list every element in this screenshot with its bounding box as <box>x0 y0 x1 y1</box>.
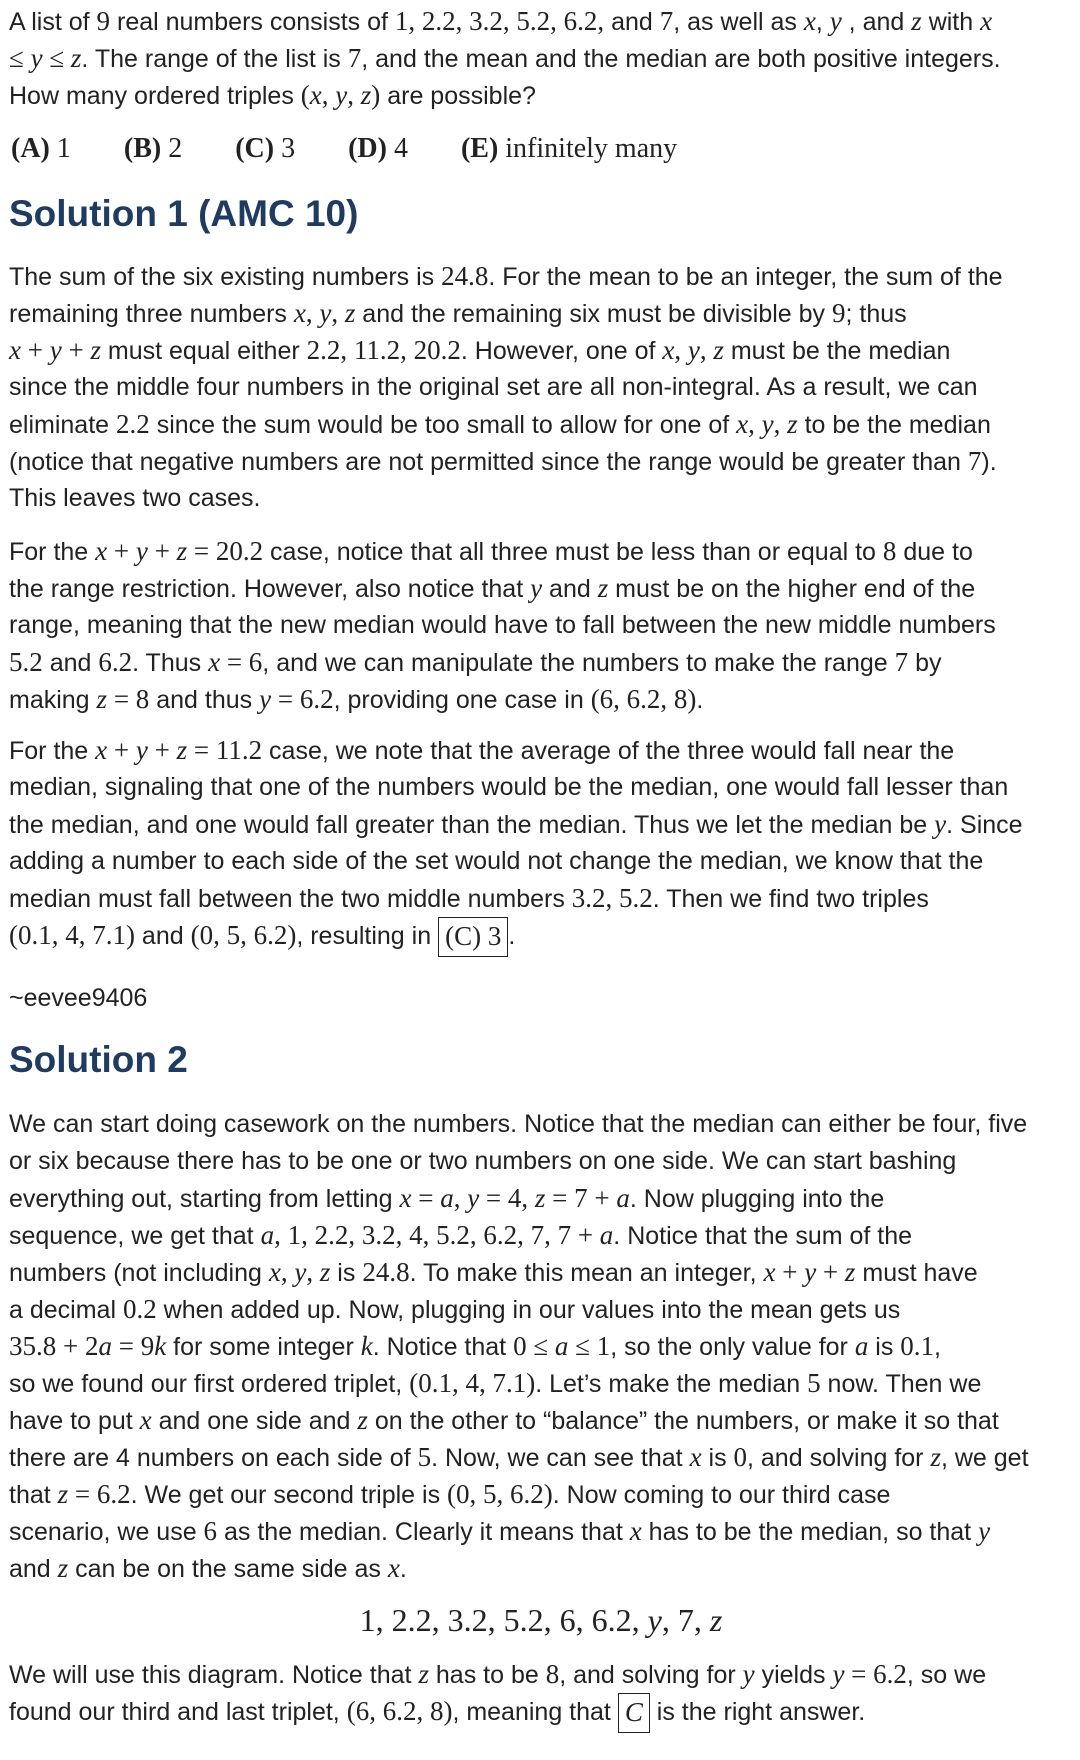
solution-2-paragraph-1-line <box>9 1180 1073 1217</box>
math-variable: k <box>360 1331 373 1361</box>
math-run: 7 <box>894 647 909 677</box>
text-run: and <box>604 8 660 36</box>
problem-statement-line <box>9 3 1073 40</box>
math-run: 3.2, 5.2 <box>571 883 653 913</box>
solution-1-paragraph-1-line <box>9 258 1073 295</box>
text-run: This leaves two cases. <box>9 484 261 512</box>
math-run: ) <box>371 80 381 110</box>
math-run: , 7, <box>661 1602 710 1638</box>
text-run: , and solving for <box>559 1661 743 1689</box>
math-run: = 20.2 <box>187 536 264 566</box>
problem-statement-line <box>9 40 1073 77</box>
problem-statement-line <box>9 77 1073 114</box>
text-run: eliminate <box>9 411 116 439</box>
math-run: 7 <box>347 43 362 73</box>
solution-2-paragraph-1-line <box>9 1217 1073 1254</box>
math-run: ( <box>300 80 310 110</box>
math-run: + <box>20 335 50 365</box>
text-run: For the <box>9 538 96 566</box>
solution-2-paragraph-2-line <box>9 1656 1073 1693</box>
text-run: yields <box>754 1661 833 1689</box>
text-run: sequence, we get that <box>9 1222 261 1250</box>
text-run: . Notice that the sum of the <box>613 1222 913 1250</box>
math-run: + <box>147 735 177 765</box>
math-run: , <box>280 1257 295 1287</box>
math-variable: a <box>854 1331 869 1361</box>
math-variable: x <box>9 335 21 365</box>
math-variable: y <box>467 1183 480 1213</box>
math-run: 0 ≤ <box>513 1331 555 1361</box>
text-run: , and the mean and the median are both positive integers. <box>361 45 1001 73</box>
math-run: = 9 <box>111 1331 155 1361</box>
text-run: For the <box>9 737 96 765</box>
math-run: 2.2, 11.2, 20.2 <box>306 335 461 365</box>
math-variable: y <box>832 1659 845 1689</box>
math-run: ≤ 1 <box>568 1331 611 1361</box>
diagram-sequence-line <box>9 1598 1073 1642</box>
math-run: (0.1, 4, 7.1) <box>409 1368 536 1398</box>
math-variable: z <box>176 735 188 765</box>
math-run: , <box>453 1183 468 1213</box>
solution-1-paragraph-3-line <box>9 917 1073 954</box>
text-run: real numbers consists of <box>110 8 395 36</box>
text-run: and <box>9 1555 58 1583</box>
solution-2-paragraph-1-line <box>9 1143 1073 1180</box>
math-run: , <box>699 335 714 365</box>
math-variable: z <box>418 1659 429 1689</box>
math-run: 0.2 <box>122 1294 157 1324</box>
math-run: 35.8 + 2 <box>9 1331 99 1361</box>
solution-1-paragraph-2 <box>9 533 1073 718</box>
text-run: . Now coming to our third case <box>552 1481 891 1509</box>
math-variable: y <box>135 735 148 765</box>
solution-1-paragraph-3-line <box>9 769 1073 806</box>
text-run: . Now, we can see that <box>431 1444 690 1472</box>
math-run: + <box>107 536 136 566</box>
math-variable: z <box>176 536 188 566</box>
solution-1-paragraph-2-line <box>9 570 1073 607</box>
text-run: . Let’s make the median <box>535 1370 808 1398</box>
solution-1-paragraph-1-line <box>9 295 1073 332</box>
text-run: everything out, starting from letting <box>9 1185 400 1213</box>
answer-choices <box>11 127 723 171</box>
math-run: 1, 2.2, 3.2, 5.2, 6.2, <box>394 6 605 36</box>
text-run: The sum of the six existing numbers is <box>9 263 442 291</box>
math-run: + <box>816 1257 845 1287</box>
text-run: and <box>134 922 191 950</box>
text-run: and one side and <box>151 1407 358 1435</box>
text-run: with <box>921 8 981 36</box>
solution-1-paragraph-3 <box>9 732 1073 954</box>
text-run: is the right answer. <box>649 1698 866 1726</box>
math-run: = 6.2 <box>844 1659 907 1689</box>
text-run: a decimal <box>9 1296 123 1324</box>
math-run: ≤ <box>42 43 71 73</box>
solution-2-paragraph-1-line <box>9 1254 1073 1291</box>
text-run: ; thus <box>845 300 907 328</box>
math-run: = 11.2 <box>187 735 263 765</box>
text-run: has to be <box>428 1661 546 1689</box>
math-variable: z <box>90 335 101 365</box>
text-run: , so the only value for <box>610 1333 855 1361</box>
solution-1-paragraph-1 <box>9 258 1073 517</box>
text-run: can be on the same side as <box>68 1555 388 1583</box>
text-run: , <box>815 8 830 36</box>
math-run: , <box>331 298 345 328</box>
math-variable: x <box>309 80 322 110</box>
math-run: 24.8 <box>362 1257 410 1287</box>
text-run: . Since <box>946 811 1023 839</box>
solution-1-paragraph-1-line <box>9 406 1073 443</box>
text-run: . For the mean to be an integer, the sum of the <box>488 263 1003 291</box>
solution-1-paragraph-3-line <box>9 843 1073 880</box>
text-run: must be the median <box>723 337 951 365</box>
math-run: 9 <box>831 298 846 328</box>
math-run: 9 <box>96 6 111 36</box>
solution-2-paragraph-2 <box>9 1656 1073 1730</box>
solution-1-paragraph-2-line <box>9 681 1073 718</box>
text-run: , and solving for <box>747 1444 931 1472</box>
text-run: A list of <box>9 8 97 36</box>
text-run: range, meaning that the new median would have to fall between the new middle numbers <box>9 611 996 639</box>
text-run: has to be the median, so that <box>641 1518 979 1546</box>
text-run: median must fall between the two middle numbers <box>9 885 572 913</box>
math-variable: y <box>829 6 842 36</box>
solution-2-paragraph-1-line <box>9 1513 1073 1550</box>
math-variable: y <box>49 335 62 365</box>
math-variable: k <box>154 1331 167 1361</box>
solution-2-paragraph-1 <box>9 1106 1073 1587</box>
text-run: is <box>330 1259 363 1287</box>
text-run: , meaning that <box>452 1698 618 1726</box>
text-run: remaining three numbers <box>9 300 294 328</box>
text-run: We will use this diagram. Notice that <box>9 1661 419 1689</box>
solution-2-paragraph-1-line <box>9 1365 1073 1402</box>
text-run: have to put <box>9 1407 140 1435</box>
math-variable: z <box>534 1183 546 1213</box>
text-run: ). <box>981 448 997 476</box>
solution-1-paragraph-2-line <box>9 644 1073 681</box>
math-run: , <box>306 1257 320 1287</box>
math-run: 5 <box>417 1442 432 1472</box>
solution-1-paragraph-1-line <box>9 332 1073 369</box>
solution-2-paragraph-1-line <box>9 1328 1073 1365</box>
math-run: , <box>773 409 788 439</box>
math-run: (6, 6.2, 8) <box>346 1696 453 1726</box>
math-variable: z <box>709 1602 723 1638</box>
text-run: , and <box>841 8 912 36</box>
text-run: (notice that negative numbers are not permitted since the range would be greater than <box>9 448 968 476</box>
text-run: on the other to “balance” the numbers, or make it so that <box>367 1407 999 1435</box>
math-run: (6, 6.2, 8) <box>590 684 697 714</box>
text-run: , resulting in <box>296 922 439 950</box>
text-run: . <box>508 922 516 950</box>
math-run: 8 <box>882 536 897 566</box>
math-run: 7 <box>659 6 674 36</box>
solution-1-paragraph-2-line <box>9 533 1073 570</box>
text-run: , <box>934 1333 941 1361</box>
solution-2-paragraph-1-line <box>9 1476 1073 1513</box>
math-run: 24.8 <box>441 261 489 291</box>
text-run: median, signaling that one of the numbers would be the median, one would fall lesser than <box>9 773 1009 801</box>
math-run: , <box>305 298 320 328</box>
solution-2-paragraph-1-line <box>9 1106 1073 1143</box>
text-run: , providing one case in <box>333 686 591 714</box>
math-run: 5.2 <box>9 647 43 677</box>
text-run: case, notice that all three must be less than or equal to <box>263 538 883 566</box>
text-run: due to <box>896 538 973 566</box>
text-run: for some integer <box>166 1333 361 1361</box>
math-run: = 6.2 <box>271 684 334 714</box>
choice-c: (C) 3 <box>235 133 296 164</box>
solution-1-paragraph-1-line <box>9 480 1073 517</box>
math-variable: z <box>319 1257 331 1287</box>
text-run: the range restriction. However, also notice that <box>9 575 531 603</box>
text-run: , and we can manipulate the numbers to make the range <box>262 649 895 677</box>
math-variable: x <box>268 1257 281 1287</box>
math-variable: y <box>687 335 700 365</box>
math-run: = 6 <box>220 647 263 677</box>
solution-1-paragraph-1-line <box>9 369 1073 406</box>
math-variable: y <box>804 1257 817 1287</box>
math-variable: z <box>911 6 922 36</box>
math-run: + <box>147 536 177 566</box>
math-variable: z <box>360 80 372 110</box>
text-run: now. Then we <box>820 1370 982 1398</box>
math-run: = 4, <box>479 1183 535 1213</box>
math-run: , <box>748 409 762 439</box>
math-variable: y <box>30 43 43 73</box>
math-variable: y <box>742 1659 755 1689</box>
math-variable: x <box>387 1553 400 1583</box>
text-run: or six because there has to be one or two numbers on one side. We can start bashing <box>9 1147 957 1175</box>
math-variable: y <box>978 1516 991 1546</box>
math-variable: x <box>208 647 221 677</box>
math-run: = <box>411 1183 441 1213</box>
math-variable: z <box>357 1405 368 1435</box>
math-variable: y <box>934 809 947 839</box>
math-run: , <box>674 335 688 365</box>
math-variable: x <box>399 1183 412 1213</box>
text-run: scenario, we use <box>9 1518 204 1546</box>
text-run: adding a number to each side of the set would not change the median, we know that the <box>9 847 984 875</box>
solution-1-paragraph-1-line <box>9 443 1073 480</box>
text-run: numbers (not including <box>9 1259 269 1287</box>
choice-a: (A) 1 <box>11 133 71 164</box>
text-run: there are 4 numbers on each side of <box>9 1444 418 1472</box>
text-run: . The range of the list is <box>81 45 348 73</box>
math-variable: x <box>662 335 675 365</box>
text-run: that <box>9 1481 58 1509</box>
author-signature: ~eevee9406 <box>9 984 148 1012</box>
text-run: found our third and last triplet, <box>9 1698 347 1726</box>
math-run: ≤ <box>9 43 31 73</box>
math-variable: x <box>980 6 993 36</box>
choice-b: (B) 2 <box>123 133 183 164</box>
math-variable: z <box>57 1479 69 1509</box>
text-run: as the median. Clearly it means that <box>217 1518 630 1546</box>
math-variable: y <box>319 298 332 328</box>
math-run: 1, 2.2, 3.2, 5.2, 6, 6.2, <box>359 1602 648 1638</box>
text-run: We can start doing casework on the numbers. Notice that the median can either be four, five <box>9 1110 1028 1138</box>
math-variable: x <box>95 735 108 765</box>
math-run: + <box>61 335 91 365</box>
math-run: (0, 5, 6.2) <box>190 920 297 950</box>
math-variable: x <box>629 1516 642 1546</box>
math-variable: a <box>98 1331 112 1361</box>
math-variable: x <box>803 6 816 36</box>
solution-1-heading: Solution 1 (AMC 10) <box>9 193 359 234</box>
math-variable: x <box>139 1405 152 1435</box>
math-variable: y <box>761 409 774 439</box>
problem-statement <box>9 3 1073 114</box>
math-run: + <box>775 1257 805 1287</box>
text-run: is <box>868 1333 901 1361</box>
text-run: . <box>399 1555 407 1583</box>
math-variable: z <box>597 573 609 603</box>
math-run: (0.1, 4, 7.1) <box>9 920 135 950</box>
math-run: 2.2 <box>116 409 150 439</box>
math-variable: z <box>57 1553 69 1583</box>
math-variable: x <box>293 298 306 328</box>
math-variable: z <box>787 409 798 439</box>
math-run: , 1, 2.2, 3.2, 4, 5.2, 6.2, 7, 7 + <box>274 1220 600 1250</box>
text-run: since the sum would be too small to allow for one of <box>149 411 737 439</box>
math-variable: y <box>259 684 272 714</box>
math-variable: y <box>294 1257 307 1287</box>
math-variable: x <box>763 1257 776 1287</box>
math-run: 6 <box>203 1516 218 1546</box>
text-run: and <box>542 575 598 603</box>
solution-2-paragraph-1-line <box>9 1402 1073 1439</box>
solution-2-paragraph-1-line <box>9 1439 1073 1476</box>
solution-1-paragraph-3-line <box>9 732 1073 769</box>
math-run: , <box>347 80 361 110</box>
math-run: 5 <box>807 1368 821 1398</box>
text-run: . Now plugging into the <box>629 1185 885 1213</box>
math-variable: a <box>440 1183 454 1213</box>
math-run: = 7 + <box>545 1183 617 1213</box>
solution-2-paragraph-1-line <box>9 1291 1073 1328</box>
text-run: , so we <box>906 1661 987 1689</box>
math-variable: z <box>713 335 724 365</box>
math-run: = 6.2 <box>68 1479 131 1509</box>
math-variable: a <box>599 1220 614 1250</box>
math-variable: x <box>689 1442 702 1472</box>
text-run: . <box>696 686 704 714</box>
math-variable: x <box>736 409 749 439</box>
math-variable: a <box>616 1183 630 1213</box>
math-run: , <box>321 80 336 110</box>
choice-d: (D) 4 <box>348 133 408 164</box>
math-variable: z <box>844 1257 856 1287</box>
math-run: 8 <box>545 1659 560 1689</box>
math-run: + <box>107 735 136 765</box>
solution-2-heading: Solution 2 <box>9 1039 188 1080</box>
text-run: to be the median <box>797 411 991 439</box>
math-run: 6.2 <box>98 647 133 677</box>
solution-1-paragraph-3-line <box>9 880 1073 917</box>
text-run: the median, and one would fall greater than the median. Thus we let the median be <box>9 811 935 839</box>
math-run: 7 <box>967 446 982 476</box>
boxed-answer: (C) 3 <box>438 917 508 957</box>
text-run: . Notice that <box>372 1333 514 1361</box>
text-run: so we found our first ordered triplet, <box>9 1370 410 1398</box>
text-run: must be on the higher end of the <box>608 575 976 603</box>
math-variable: y <box>335 80 348 110</box>
math-variable: y <box>647 1602 662 1638</box>
math-variable: a <box>554 1331 569 1361</box>
math-variable: a <box>260 1220 275 1250</box>
math-variable: y <box>135 536 148 566</box>
math-variable: z <box>344 298 356 328</box>
math-run: 0 <box>733 1442 748 1472</box>
text-run: since the middle four numbers in the original set are all non-integral. As a result, we can <box>9 373 978 401</box>
choice-e: (E) infinitely many <box>460 133 678 164</box>
solution-2-paragraph-1-line <box>9 1550 1073 1587</box>
math-run: = 8 <box>107 684 150 714</box>
math-run: 0.1 <box>900 1331 935 1361</box>
solution-1-paragraph-3-line <box>9 806 1073 843</box>
math-variable: y <box>530 573 543 603</box>
text-run: must have <box>855 1259 978 1287</box>
text-run: . Thus <box>132 649 209 677</box>
solution-1-paragraph-2-line <box>9 607 1073 644</box>
text-run: and thus <box>149 686 260 714</box>
text-run: . Then we find two triples <box>652 885 929 913</box>
math-variable: z <box>930 1442 941 1472</box>
diagram-sequence <box>9 1598 1073 1642</box>
text-run: , as well as <box>673 8 804 36</box>
text-run: , we get <box>940 1444 1029 1472</box>
text-run: case, we note that the average of the three would fall near the <box>262 737 955 765</box>
text-run: How many ordered triples <box>9 82 301 110</box>
text-run: . However, one of <box>460 337 663 365</box>
text-run: and the remaining six must be divisible by <box>355 300 832 328</box>
text-run: and <box>42 649 99 677</box>
text-run: by <box>908 649 942 677</box>
text-run: . We get our second triple is <box>130 1481 448 1509</box>
solution-2-paragraph-2-line <box>9 1693 1073 1730</box>
math-variable: x <box>95 536 108 566</box>
math-variable: z <box>96 684 108 714</box>
text-run: making <box>9 686 97 714</box>
text-run: . To make this mean an integer, <box>409 1259 764 1287</box>
text-run: when added up. Now, plugging in our values into the mean gets us <box>156 1296 901 1324</box>
math-run: (0, 5, 6.2) <box>447 1479 553 1509</box>
boxed-answer: C <box>618 1693 650 1733</box>
text-run: is <box>701 1444 734 1472</box>
math-variable: z <box>70 43 82 73</box>
text-run: must equal either <box>100 337 307 365</box>
text-run: are possible? <box>380 82 536 110</box>
